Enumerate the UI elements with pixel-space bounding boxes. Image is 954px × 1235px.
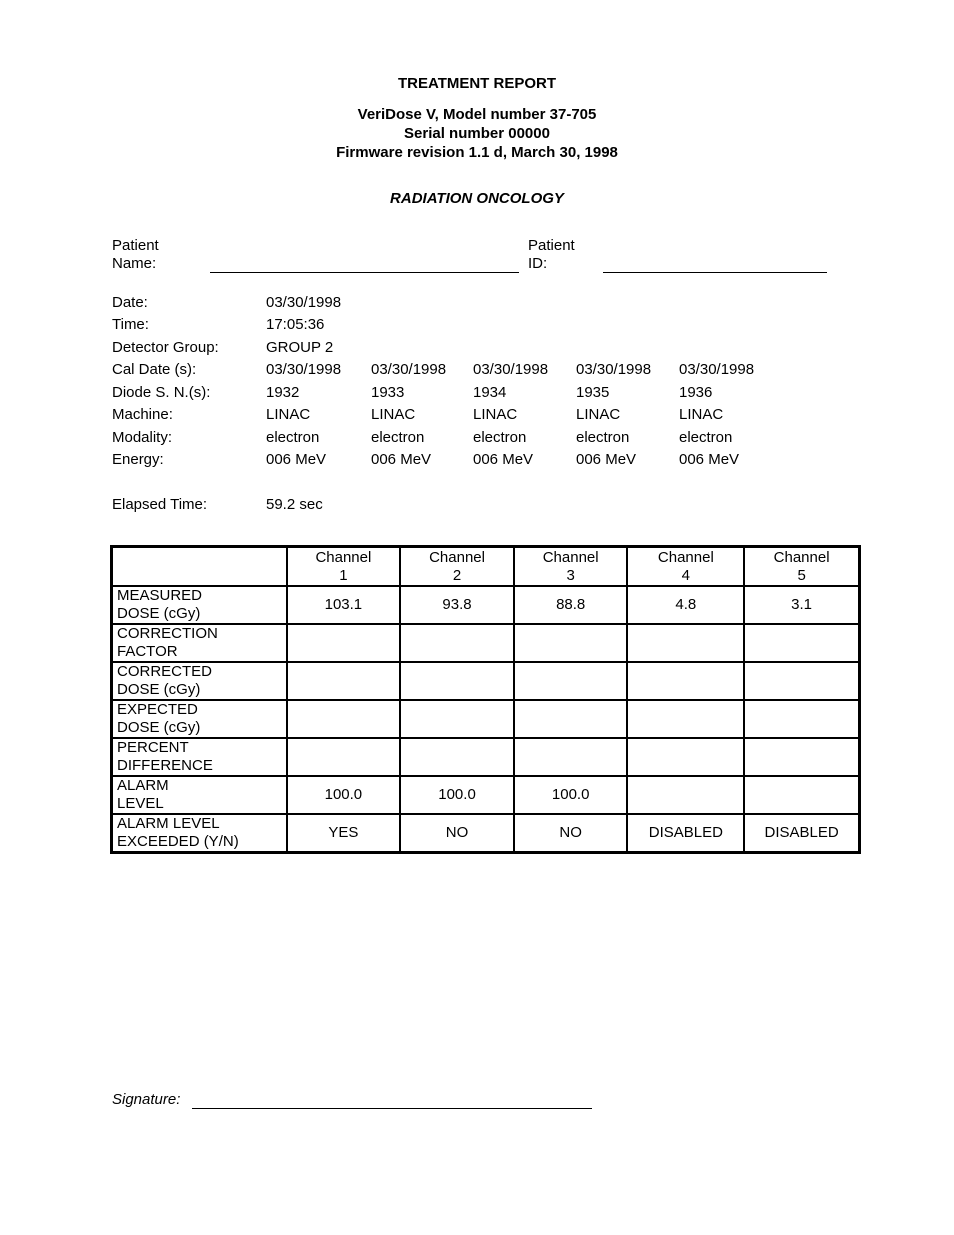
diode-sn-1: 1932 <box>266 384 300 401</box>
measured-dose-ch5: 3.1 <box>744 586 859 624</box>
row-label-percent-difference <box>112 738 287 776</box>
table-header-row <box>112 547 859 586</box>
percent-difference-ch3 <box>514 738 628 776</box>
row-label-line-2: DIFFERENCE <box>117 757 213 774</box>
cal-date-label: Cal Date (s): <box>112 361 197 378</box>
table-row <box>112 814 859 852</box>
row-label-line-1: PERCENT <box>117 739 189 756</box>
channel-header-number: 5 <box>797 567 806 584</box>
modality-5: electron <box>679 429 733 446</box>
machine-2: LINAC <box>371 406 416 423</box>
patient-name-label-2: Name: <box>112 255 157 272</box>
modality-3: electron <box>473 429 527 446</box>
row-label-line-1: MEASURED <box>117 587 203 604</box>
correction-factor-ch2 <box>400 624 514 662</box>
correction-factor-ch5 <box>744 624 859 662</box>
patient-id-label-1: Patient <box>528 237 575 254</box>
energy-3: 006 MeV <box>473 451 534 468</box>
row-label-corrected-dose <box>112 662 287 700</box>
channel-header-4 <box>627 547 744 586</box>
alarm-level-ch5 <box>744 776 859 814</box>
row-label-line-2: LEVEL <box>117 795 164 812</box>
corrected-dose-ch3 <box>514 662 628 700</box>
row-label-expected-dose <box>112 700 287 738</box>
signature-line <box>192 1108 592 1109</box>
detector-group-label: Detector Group: <box>112 339 219 356</box>
energy-label: Energy: <box>112 451 164 468</box>
date-value: 03/30/1998 <box>266 294 342 311</box>
row-label-line-2: EXCEEDED (Y/N) <box>117 833 239 850</box>
modality-4: electron <box>576 429 630 446</box>
channel-header-3 <box>514 547 628 586</box>
table-row <box>112 624 859 662</box>
measured-dose-ch4: 4.8 <box>627 586 744 624</box>
cal-date-1: 03/30/1998 <box>266 361 342 378</box>
elapsed-time-label: Elapsed Time: <box>112 496 208 513</box>
channel-header-word: Channel <box>429 549 485 566</box>
alarm-exceeded-ch2: NO <box>400 814 514 852</box>
percent-difference-ch1 <box>287 738 401 776</box>
row-label-line-2: DOSE (cGy) <box>117 719 201 736</box>
detector-group-value: GROUP 2 <box>266 339 334 356</box>
energy-1: 006 MeV <box>266 451 327 468</box>
channel-header-word: Channel <box>542 549 599 566</box>
expected-dose-ch5 <box>744 700 859 738</box>
cal-date-3: 03/30/1998 <box>473 361 549 378</box>
table-row <box>112 776 859 814</box>
channel-header-1 <box>287 547 401 586</box>
row-label-line-1: EXPECTED <box>117 701 198 718</box>
elapsed-time-value: 59.2 sec <box>266 496 323 513</box>
channel-header-word: Channel <box>657 549 714 566</box>
energy-4: 006 MeV <box>576 451 637 468</box>
corrected-dose-ch2 <box>400 662 514 700</box>
expected-dose-ch1 <box>287 700 401 738</box>
diode-sn-5: 1936 <box>679 384 713 401</box>
measured-dose-ch2: 93.8 <box>400 586 514 624</box>
channel-header-5 <box>744 547 859 586</box>
department-title: RADIATION ONCOLOGY <box>390 190 564 207</box>
dose-results-table <box>110 545 861 854</box>
alarm-exceeded-ch5: DISABLED <box>744 814 859 852</box>
correction-factor-ch1 <box>287 624 401 662</box>
correction-factor-ch3 <box>514 624 628 662</box>
channel-header-number: 4 <box>681 567 691 584</box>
machine-label: Machine: <box>112 406 173 423</box>
energy-2: 006 MeV <box>371 451 432 468</box>
row-label-line-1: CORRECTION <box>117 625 218 642</box>
patient-id-label-2: ID: <box>528 255 548 272</box>
alarm-level-ch4 <box>627 776 744 814</box>
row-label-line-2: DOSE (cGy) <box>117 681 201 698</box>
channel-header-number: 1 <box>339 567 348 584</box>
cal-date-5: 03/30/1998 <box>679 361 755 378</box>
correction-factor-ch4 <box>627 624 744 662</box>
modality-label: Modality: <box>112 429 173 446</box>
device-model-line: VeriDose V, Model number 37-705 <box>357 106 597 123</box>
row-label-line-1: CORRECTED <box>117 663 213 680</box>
percent-difference-ch4 <box>627 738 744 776</box>
expected-dose-ch4 <box>627 700 744 738</box>
firmware-line: Firmware revision 1.1 d, March 30, 1998 <box>336 144 618 161</box>
measured-dose-ch1: 103.1 <box>287 586 401 624</box>
row-label-line-1: ALARM <box>117 777 169 794</box>
measured-dose-ch3: 88.8 <box>514 586 628 624</box>
corrected-dose-ch4 <box>627 662 744 700</box>
serial-number-line: Serial number 00000 <box>404 125 550 142</box>
machine-4: LINAC <box>576 406 621 423</box>
diode-sn-4: 1935 <box>576 384 610 401</box>
patient-name-line <box>210 272 519 273</box>
time-label: Time: <box>112 316 149 333</box>
signature-label: Signature: <box>112 1091 181 1108</box>
expected-dose-ch3 <box>514 700 628 738</box>
table-corner-cell <box>112 547 287 586</box>
table-row <box>112 662 859 700</box>
alarm-exceeded-ch3: NO <box>514 814 628 852</box>
alarm-level-ch1: 100.0 <box>287 776 401 814</box>
channel-header-number: 2 <box>452 567 462 584</box>
channel-header-word: Channel <box>773 549 830 566</box>
row-label-correction-factor <box>112 624 287 662</box>
machine-1: LINAC <box>266 406 311 423</box>
diode-sn-label: Diode S. N.(s): <box>112 384 211 401</box>
table-row <box>112 700 859 738</box>
patient-name-label-1: Patient <box>112 237 159 254</box>
alarm-level-ch2: 100.0 <box>400 776 514 814</box>
alarm-level-ch3: 100.0 <box>514 776 628 814</box>
energy-5: 006 MeV <box>679 451 740 468</box>
corrected-dose-ch5 <box>744 662 859 700</box>
percent-difference-ch5 <box>744 738 859 776</box>
channel-header-word: Channel <box>315 549 372 566</box>
machine-5: LINAC <box>679 406 724 423</box>
table-row <box>112 738 859 776</box>
patient-id-line <box>603 272 827 273</box>
row-label-line-2: FACTOR <box>117 643 178 660</box>
corrected-dose-ch1 <box>287 662 401 700</box>
date-label: Date: <box>112 294 148 311</box>
machine-3: LINAC <box>473 406 518 423</box>
channel-header-2 <box>400 547 514 586</box>
channel-header-number: 3 <box>566 567 575 584</box>
cal-date-4: 03/30/1998 <box>576 361 652 378</box>
cal-date-2: 03/30/1998 <box>371 361 447 378</box>
report-title: TREATMENT REPORT <box>397 75 557 92</box>
expected-dose-ch2 <box>400 700 514 738</box>
row-label-alarm-exceeded <box>112 814 287 852</box>
modality-1: electron <box>266 429 320 446</box>
row-label-alarm-level <box>112 776 287 814</box>
percent-difference-ch2 <box>400 738 514 776</box>
table-row <box>112 586 859 624</box>
row-label-line-2: DOSE (cGy) <box>117 605 201 622</box>
modality-2: electron <box>371 429 425 446</box>
diode-sn-3: 1934 <box>473 384 507 401</box>
diode-sn-2: 1933 <box>371 384 405 401</box>
alarm-exceeded-ch1: YES <box>287 814 401 852</box>
row-label-measured-dose <box>112 586 287 624</box>
alarm-exceeded-ch4: DISABLED <box>627 814 744 852</box>
row-label-line-1: ALARM LEVEL <box>117 815 220 832</box>
time-value: 17:05:36 <box>266 316 325 333</box>
